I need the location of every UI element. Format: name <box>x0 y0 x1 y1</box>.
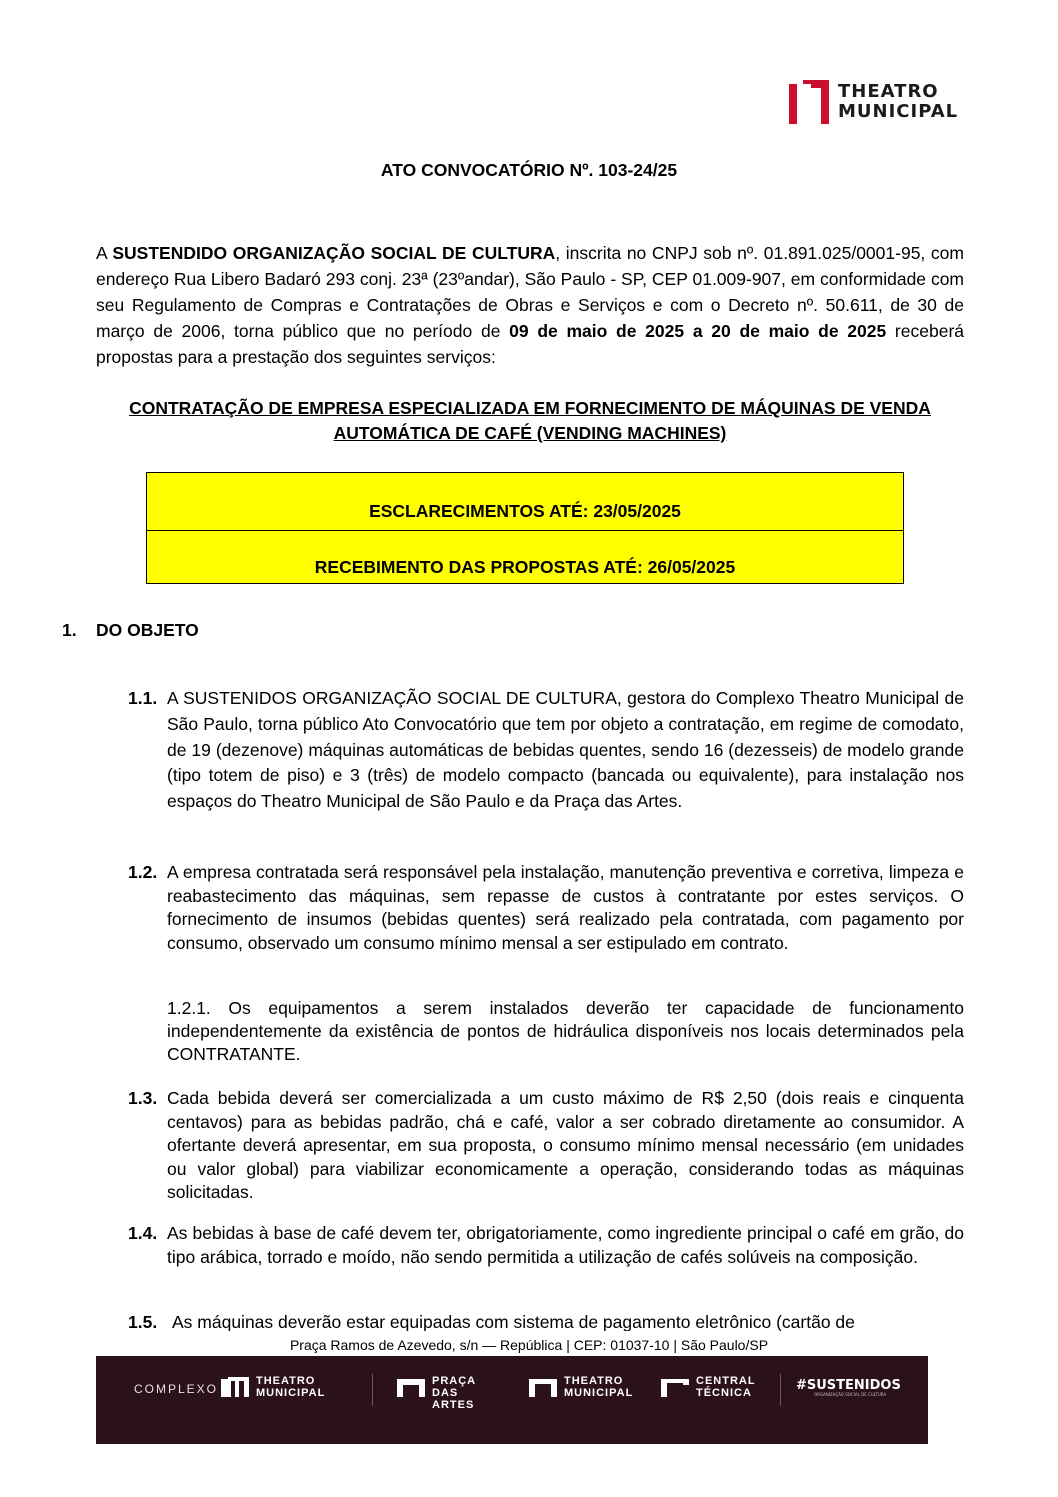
theatro-arch-icon <box>787 78 831 126</box>
theatro-municipal-logo <box>787 78 967 128</box>
clause-1-1 <box>128 686 964 815</box>
contract-subject: CONTRATAÇÃO DE EMPRESA ESPECIALIZADA EM FORNECIMENTO DE MÁQUINAS DE VENDA AUTOMÁTICA DE CAFÉ (VENDING MACHINES) <box>129 398 931 443</box>
clause-number: 1.1. <box>128 688 158 708</box>
box-divider <box>147 530 903 531</box>
proposal-period: 09 de maio de 2025 a 20 de maio de 2025 <box>509 321 887 341</box>
footer-band: COMPLEXO THEATRO MUNICIPAL PRAÇA DAS ARTES THEATRO MUNICIPAL CENTRAL TÉCNICA #SUSTENIDOS ORGANIZAÇÃO SOCIAL DE CULTURA <box>96 1356 928 1444</box>
clause-1-2-1: 1.2.1. Os equipamentos a serem instalados deverão ter capacidade de funcionamento independentemente da existência de pontos de hidráulica disponíveis nos locais determinados pela CONTRATANTE. <box>167 998 964 1064</box>
deadlines-box <box>146 472 904 584</box>
footer-divider <box>780 1374 781 1406</box>
theatro-columns-icon <box>220 1376 250 1398</box>
footer-address: Praça Ramos de Azevedo, s/n — República | CEP: 01037-10 | São Paulo/SP <box>289 1337 769 1353</box>
section-heading <box>62 620 199 641</box>
praca-arch-icon <box>396 1376 426 1398</box>
document-title: ATO CONVOCATÓRIO Nº. 103-24/25 <box>380 160 678 180</box>
clarifications-deadline: ESCLARECIMENTOS ATÉ: 23/05/2025 <box>369 501 681 521</box>
clause-number: 1.3. <box>128 1088 158 1108</box>
section-title: DO OBJETO <box>96 620 199 640</box>
clause-number: 1.5. <box>128 1312 158 1331</box>
clause-text: As máquinas deverão estar equipadas com sistema de pagamento eletrônico (cartão de <box>172 1312 855 1331</box>
intro-paragraph: A SUSTENDIDO ORGANIZAÇÃO SOCIAL DE CULTURA, inscrita no CNPJ sob nº. 01.891.025/0001-95, com endereço Rua Libero Badaró 293 conj. 23ª (23ºandar), São Paulo - SP, CEP 01.009-907, em conformidade com seu Regulamento de Compras e Contratações de Obras e Serviços e com o Decreto nº. 50.611, de 30 de março de 2006, torna público que no período de 09 de maio de 2025 a 20 de maio de 2025 receberá propostas para a prestação dos seguintes serviços: <box>96 243 965 367</box>
theatro-arch-icon <box>528 1376 558 1398</box>
clause-text: A SUSTENIDOS ORGANIZAÇÃO SOCIAL DE CULTURA, gestora do Complexo Theatro Municipal de São Paulo, torna público Ato Convocatório que tem por objeto a contratação, em regime de comodato, de 19 (dezenove) máquinas automáticas de bebidas quentes, sendo 16 (dezesseis) de modelo grande (tipo totem de piso) e 3 (três) de modelo compacto (bancada ou equivalente), para instalação nos espaços do Theatro Municipal de São Paulo e da Praça das Artes. <box>167 688 964 812</box>
footer-divider <box>372 1374 373 1406</box>
central-tecnica-icon <box>660 1376 690 1398</box>
proposals-deadline: RECEBIMENTO DAS PROPOSTAS ATÉ: 26/05/2025 <box>314 557 736 577</box>
clause-number: 1.4. <box>128 1223 158 1243</box>
organization-name: SUSTENDIDO ORGANIZAÇÃO SOCIAL DE CULTURA <box>112 243 556 263</box>
clause-text: As bebidas à base de café devem ter, obrigatoriamente, como ingrediente principal o café em grão, do tipo arábica, torrado e moído, não sendo permitida a utilização de cafés solúveis na composição. <box>167 1223 964 1267</box>
clause-text: Cada bebida deverá ser comercializada a um custo máximo de R$ 2,50 (dois reais e cinquenta centavos) para as bebidas padrão, chá e café, valor a ser cobrado diretamente ao consumidor. A ofertante deverá apresentar, em sua proposta, o consumo mínimo mensal necessário (em unidades ou valor global) para viabilizar economicamente a operação, considerando todas as máquinas solicitadas. <box>167 1088 964 1203</box>
logo-line-2: MUNICIPAL <box>838 101 959 122</box>
section-number: 1. <box>62 620 77 640</box>
clause-1-2 <box>128 861 964 955</box>
complexo-label: COMPLEXO <box>134 1382 219 1396</box>
clause-number: 1.2. <box>128 862 158 882</box>
clause-1-5 <box>128 1311 964 1331</box>
sustenidos-logo: #SUSTENIDOS ORGANIZAÇÃO SOCIAL DE CULTURA <box>796 1378 901 1397</box>
logo-line-1: THEATRO <box>838 81 939 102</box>
clause-text: A empresa contratada será responsável pela instalação, manutenção preventiva e corretiva, limpeza e reabastecimento das máquinas, sem repasse de custos à contratante por estes serviços. O fornecimento de insumos (bebidas quentes) será realizado pela contratada, com pagamento por consumo, observado um consumo mínimo mensal a ser estipulado em contrato. <box>167 862 964 953</box>
clause-1-3 <box>128 1087 964 1205</box>
clause-1-4 <box>128 1222 964 1269</box>
